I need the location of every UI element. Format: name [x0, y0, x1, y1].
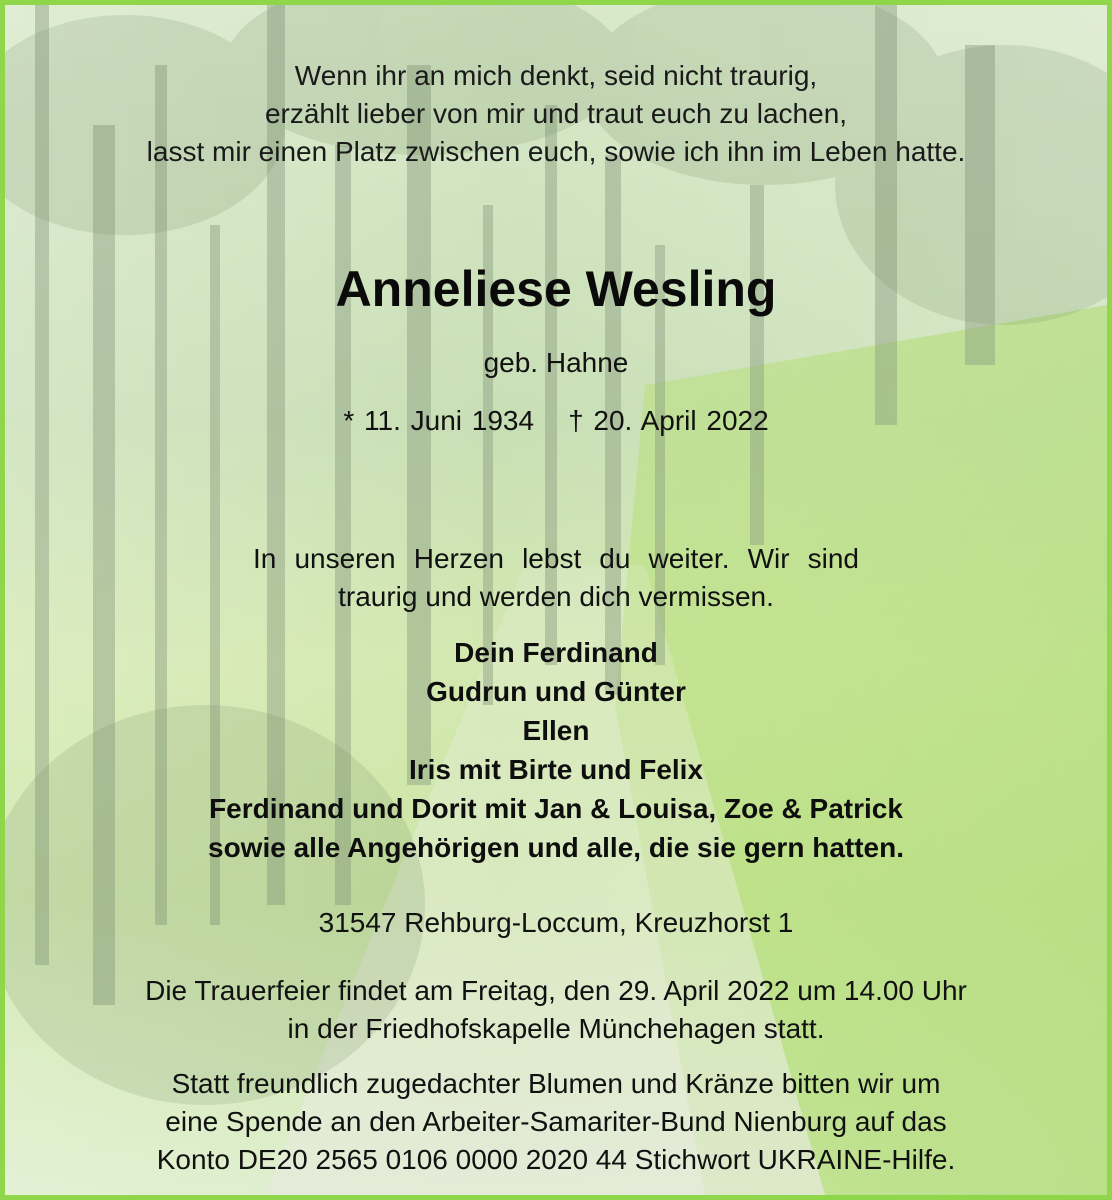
quote-line: Wenn ihr an mich denkt, seid nicht traurig,	[294, 60, 818, 91]
quote-line: lasst mir einen Platz zwischen euch, sowie ich ihn im Leben hatte.	[146, 136, 966, 167]
donation-line: eine Spende an den Arbeiter-Samariter-Bund Nienburg auf das	[165, 1106, 947, 1137]
opening-quote	[5, 57, 1107, 171]
remembrance-message: In unseren Herzen lebst du weiter. Wir sind traurig und werden dich vermissen.	[253, 543, 859, 612]
death-date: † 20. April 2022	[568, 405, 769, 436]
mourner-line: Iris mit Birte und Felix	[408, 754, 704, 785]
funeral-line: in der Friedhofskapelle Münchehagen statt.	[287, 1013, 825, 1044]
mourner-line: Ellen	[522, 715, 590, 746]
mourner-line: sowie alle Angehörigen und alle, die sie gern hatten.	[208, 832, 904, 863]
mourners-list	[5, 633, 1107, 867]
mourner-line: Gudrun und Günter	[426, 676, 686, 707]
donation-request	[5, 1065, 1107, 1179]
funeral-notice	[5, 972, 1107, 1048]
quote-line: erzählt lieber von mir und traut euch zu lachen,	[264, 98, 848, 129]
birth-name: geb. Hahne	[483, 347, 629, 378]
mourner-line: Dein Ferdinand	[454, 637, 658, 668]
obituary-text	[5, 5, 1107, 1195]
address: 31547 Rehburg-Loccum, Kreuzhorst 1	[318, 907, 794, 938]
birth-date: * 11. Juni 1934	[343, 405, 535, 436]
funeral-line: Die Trauerfeier findet am Freitag, den 29. April 2022 um 14.00 Uhr	[145, 975, 967, 1006]
donation-line: Konto DE20 2565 0106 0000 2020 44 Stichwort UKRAINE-Hilfe.	[156, 1144, 956, 1175]
mourner-line: Ferdinand und Dorit mit Jan & Louisa, Zoe & Patrick	[209, 793, 903, 824]
life-dates	[5, 405, 1107, 437]
deceased-name: Anneliese Wesling	[335, 261, 777, 317]
donation-line: Statt freundlich zugedachter Blumen und Kränze bitten wir um	[171, 1068, 941, 1099]
